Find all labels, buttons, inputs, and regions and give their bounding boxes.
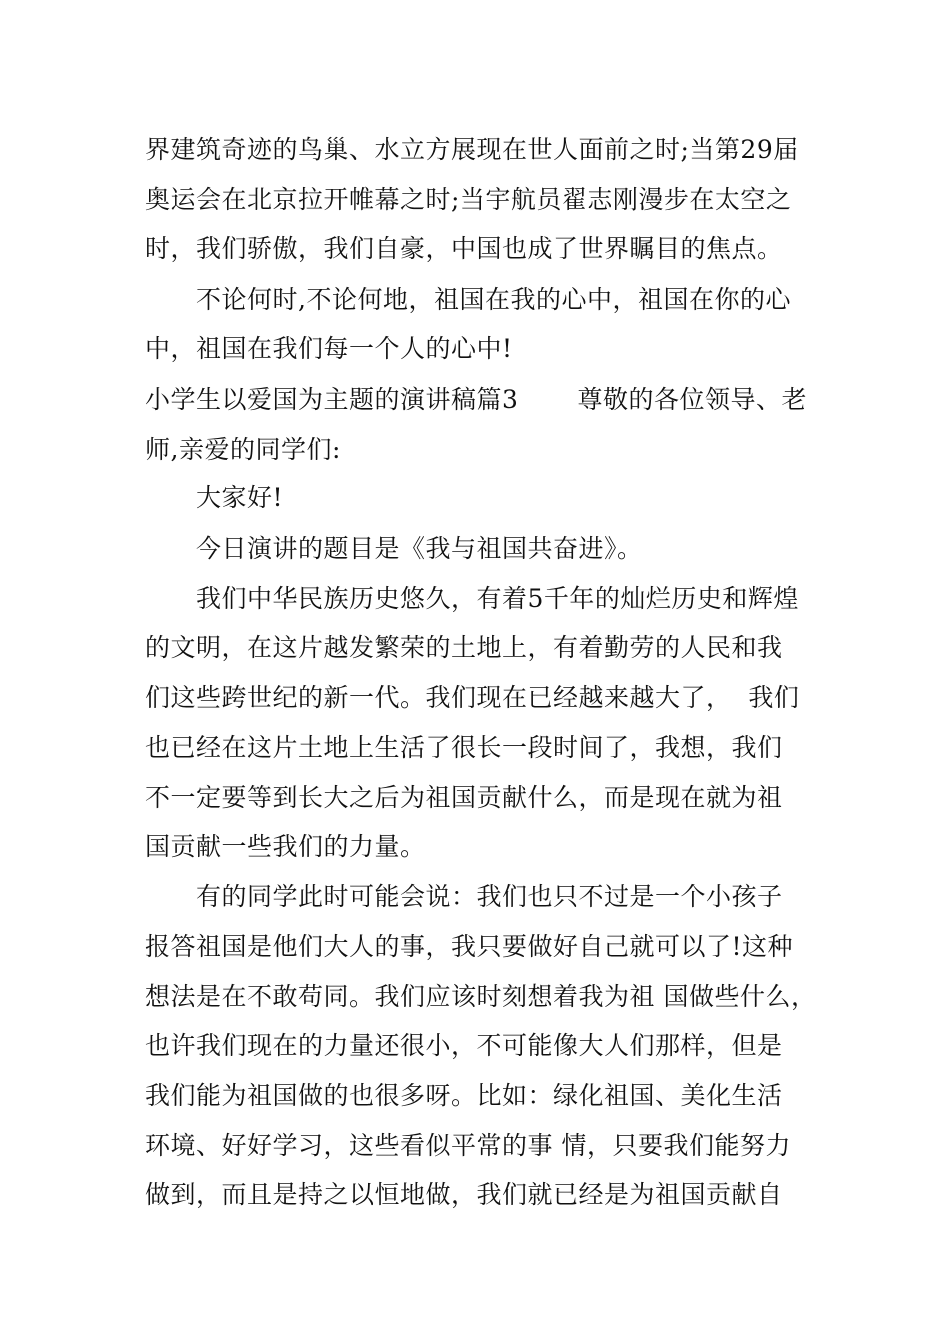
text-line: 环境、好好学习，这些看似平常的事 情，只要我们能努力 xyxy=(145,1131,791,1160)
paragraph-start-line: 我们中华民族历史悠久，有着5千年的灿烂历史和辉煌 xyxy=(196,584,799,613)
paragraph-start-line: 有的同学此时可能会说：我们也只不过是一个小孩子 xyxy=(196,882,783,911)
paragraph-start-line: 今日演讲的题目是《我与祖国共奋进》。 xyxy=(196,534,643,563)
text-line: 师,亲爱的同学们: xyxy=(145,435,341,464)
text-line: 奥运会在北京拉开帷幕之时;当宇航员翟志刚漫步在太空之 xyxy=(145,185,792,214)
text-line: 时，我们骄傲，我们自豪，中国也成了世界瞩目的焦点。 xyxy=(145,234,783,263)
text-line: 不一定要等到长大之后为祖国贡献什么，而是现在就为祖 xyxy=(145,783,783,812)
text-line: 界建筑奇迹的鸟巢、水立方展现在世人面前之时;当第29届 xyxy=(145,135,799,164)
paragraph-start-line: 不论何时,不论何地，祖国在我的心中，祖国在你的心 xyxy=(196,285,791,314)
text-line: 也许我们现在的力量还很小，不可能像大人们那样，但是 xyxy=(145,1031,783,1060)
section-heading-line: 小学生以爱国为主题的演讲稿篇3 尊敬的各位领导、老 xyxy=(145,385,808,414)
text-line: 的文明，在这片越发繁荣的土地上，有着勤劳的人民和我 xyxy=(145,633,783,662)
text-line: 报答祖国是他们大人的事，我只要做好自己就可以了!这种 xyxy=(145,932,794,961)
text-line: 也已经在这片土地上生活了很长一段时间了，我想，我们 xyxy=(145,733,783,762)
text-line: 中，祖国在我们每一个人的心中! xyxy=(145,334,513,363)
text-line: 想法是在不敢苟同。我们应该时刻想着我为祖 国做些什么， xyxy=(145,982,817,1011)
text-line: 我们能为祖国做的也很多呀。比如：绿化祖国、美化生活 xyxy=(145,1081,783,1110)
text-line: 国贡献一些我们的力量。 xyxy=(145,832,426,861)
text-line: 们这些跨世纪的新一代。我们现在已经越来越大了， 我们 xyxy=(145,683,800,712)
greeting-line: 大家好! xyxy=(196,483,284,512)
text-line: 做到，而且是持之以恒地做，我们就已经是为祖国贡献自 xyxy=(145,1180,783,1209)
